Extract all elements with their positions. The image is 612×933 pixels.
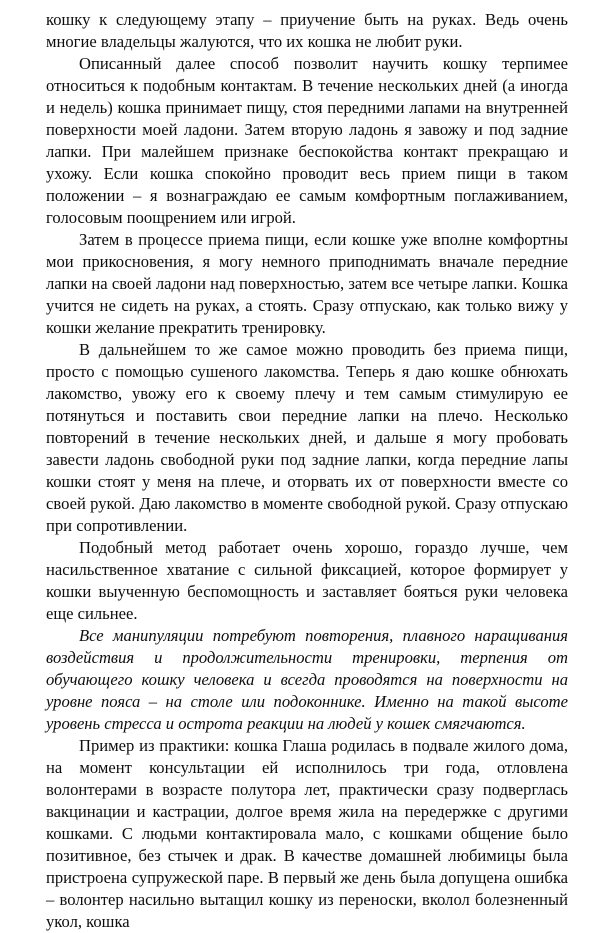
- paragraph: В дальнейшем то же самое можно проводить без приема пищи, просто с помощью сушеного лакомства. Теперь я даю кошке обнюхать лакомство, увожу его к своему плечу и тем самым стимулирую ее потянуться и поставить свои передние лапки на плечо. Несколько повторений в течение нескольких дней, и дальше я могу пробовать завести ладонь свободной руки под задние лапки, когда передние лапы кошки стоят у меня на плече, и оторвать их от поверхности вместе со своей рукой. Даю лакомство в моменте свободной рукой. Сразу отпускаю при сопротивлении.: [46, 340, 568, 535]
- paragraph: кошку к следующему этапу – приучение быть на руках. Ведь очень многие владельцы жалуются, что их кошка не любит руки.: [46, 10, 568, 51]
- paragraph: Пример из практики: кошка Глаша родилась в подвале жилого дома, на момент консультации ей исполнилось три года, отловлена волонтерами в возрасте полутора лет, практически сразу подверглась вакцинации и кастрации, долгое время жила на передержке с другими кошками. С людьми контактировала мало, с кошками общение было позитивное, без стычек и драк. В качестве домашней любимицы была пристроена супружеской паре. В первый же день была допущена ошибка – волонтер насильно вытащил кошку из переноски, вколол болезненный укол, кошка: [46, 736, 568, 931]
- paragraph: Подобный метод работает очень хорошо, гораздо лучше, чем насильственное хватание с сильной фиксацией, которое формирует у кошки выученную беспомощность и заставляет бояться руки человека еще сильнее.: [46, 538, 568, 623]
- text-body: [46, 9, 568, 933]
- paragraph: Описанный далее способ позволит научить кошку терпимее относиться к подобным контактам. В течение нескольких дней (а иногда и недель) кошка принимает пищу, стоя передними лапами на внутренней поверхности моей ладони. Затем вторую ладонь я завожу и под задние лапки. При малейшем признаке беспокойства контакт прекращаю и ухожу. Если кошка спокойно проводит весь прием пищи в таком положении – я вознаграждаю ее самым комфортным поглаживанием, голосовым поощрением или игрой.: [46, 54, 568, 227]
- paragraph: Затем в процессе приема пищи, если кошке уже вполне комфортны мои прикосновения, я могу немного приподнимать вначале передние лапки на своей ладони над поверхностью, затем все четыре лапки. Кошка учится не сидеть на руках, а стоять. Сразу отпускаю, как только вижу у кошки желание прекратить тренировку.: [46, 230, 568, 337]
- paragraph: Все манипуляции потребуют повторения, плавного наращивания воздействия и продолжительности тренировки, терпения от обучающего кошку человека и всегда проводятся на поверхности на уровне пояса – на столе или подоконнике. Именно на такой высоте уровень стресса и острота реакции на людей у кошек смягчаются.: [46, 626, 568, 733]
